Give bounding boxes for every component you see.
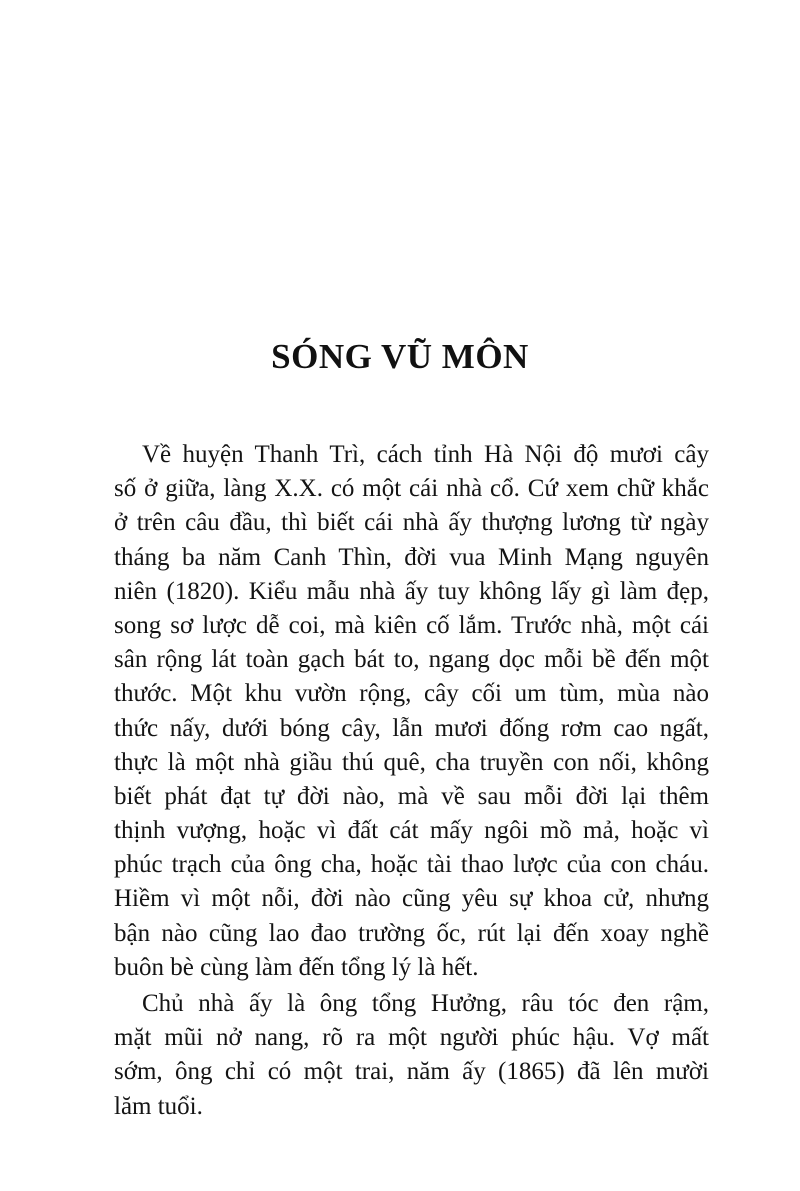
text-line: Hiềm vì một nỗi, đời nào cũng yêu sự khoa cử, nhưng: [114, 885, 709, 913]
text-line: mặt mũi nở nang, rõ ra một người phúc hậu. Vợ mất: [114, 1024, 709, 1052]
text-line: sân rộng lát toàn gạch bát to, ngang dọc mỗi bề đến một: [114, 646, 709, 674]
chapter-title: SÓNG VŨ MÔN: [271, 337, 529, 376]
text-line: thước. Một khu vườn rộng, cây cối um tùm, mùa nào: [114, 680, 709, 708]
text-line: Về huyện Thanh Trì, cách tỉnh Hà Nội độ mươi cây: [142, 441, 709, 468]
text-line: buôn bè cùng làm đến tổng lý là hết.: [114, 953, 479, 981]
paragraph-1: [114, 438, 709, 985]
paragraph-2: [114, 987, 709, 1124]
text-line: niên (1820). Kiểu mẫu nhà ấy tuy không lấy gì làm đẹp,: [114, 577, 709, 605]
text-line: ở trên câu đầu, thì biết cái nhà ấy thượng lương từ ngày: [114, 509, 709, 537]
text-line: số ở giữa, làng X.X. có một cái nhà cổ. Cứ xem chữ khắc: [114, 475, 709, 503]
text-line: thức nấy, dưới bóng cây, lẫn mươi đống rơm cao ngất,: [114, 714, 709, 742]
text-line: thịnh vượng, hoặc vì đất cát mấy ngôi mồ mả, hoặc vì: [114, 817, 709, 845]
body-text: [114, 438, 709, 1124]
text-line: lăm tuổi.: [114, 1092, 203, 1120]
text-line: sớm, ông chỉ có một trai, năm ấy (1865) đã lên mười: [114, 1058, 709, 1086]
text-line: tháng ba năm Canh Thìn, đời vua Minh Mạng nguyên: [114, 543, 709, 571]
text-line: biết phát đạt tự đời nào, mà về sau mỗi đời lại thêm: [114, 782, 709, 810]
text-line: thực là một nhà giầu thú quê, cha truyền con nối, không: [114, 748, 709, 776]
text-line: song sơ lược dễ coi, mà kiên cố lắm. Trước nhà, một cái: [114, 611, 709, 639]
text-line: Chủ nhà ấy là ông tổng Hưởng, râu tóc đen rậm,: [142, 990, 709, 1017]
text-line: bận nào cũng lao đao trường ốc, rút lại đến xoay nghề: [114, 919, 709, 947]
text-line: phúc trạch của ông cha, hoặc tài thao lược của con cháu.: [114, 851, 709, 879]
